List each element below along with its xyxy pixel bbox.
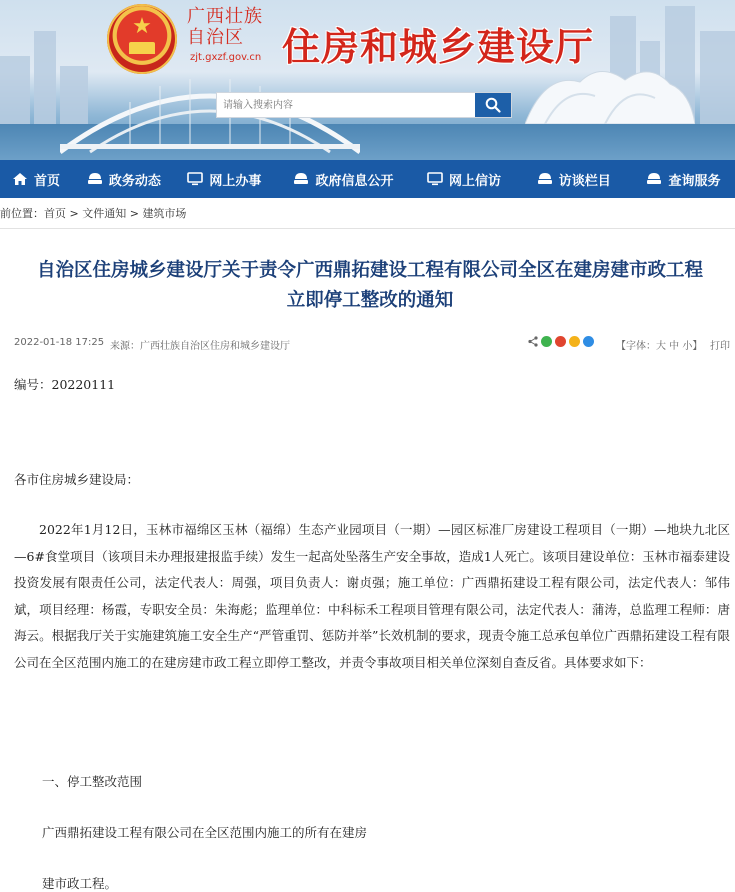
qzone-icon[interactable]	[569, 336, 580, 347]
nav-item-query[interactable]	[634, 160, 735, 198]
skyline-building	[0, 56, 30, 126]
stadium-illustration	[525, 62, 695, 124]
weibo-icon[interactable]	[555, 336, 566, 347]
lamp-icon	[537, 172, 553, 186]
section-heading: 一、停工整改范围	[42, 774, 143, 789]
print-button[interactable]: 打印	[710, 341, 730, 352]
skyline-building	[700, 31, 735, 126]
nav-item-label: 网上办事	[209, 173, 262, 189]
breadcrumb-construction-market[interactable]: 建筑市场	[142, 207, 187, 220]
body-paragraph: 建市政工程。	[42, 876, 118, 891]
breadcrumb-notices[interactable]: 文件通知	[82, 207, 127, 220]
nav-item-label: 访谈栏目	[558, 173, 611, 189]
article-title	[10, 256, 730, 316]
main-nav	[0, 160, 735, 198]
star-icon: ★	[132, 14, 152, 39]
salutation: 各市住房城乡建设局：	[14, 472, 140, 487]
nav-item-label: 首页	[34, 173, 61, 189]
body-paragraph: 2022年1月12日，玉林市福绵区玉林（福绵）生态产业园项目（一期）—园区标准厂房建设工程项目（一期）—地块九北区—6#食堂项目（该项目未办理报建报监手续）发生一起高处坠落生产安全事故，造成1人死亡。该项目建设单位：玉林市福泰建设投资发展有限责任公司，法定代表人：周强，项目负责人：谢贞强；施工单位：广西鼎拓建设工程有限公司，法定代表人：邹伟斌，项目经理：杨霞，专职安全员：朱海彪；监理单位：中科标禾工程项目管理有限公司，法定代表人：蒲涛，总监理工程师：唐海云。根据我厅关于实施建筑施工安全生产“严管重罚、惩防并举”长效机制的要求，现责令施工总承包单位广西鼎拓建设工程有限公司在全区范围内施工的在建房建市政工程立即停工整改，并责令事故项目相关单位深刻自查反省。具体要求如下：	[14, 522, 730, 670]
divider	[0, 228, 735, 229]
nav-item-label: 网上信访	[449, 173, 502, 189]
monitor-icon	[427, 172, 443, 186]
nav-item-info-disclosure[interactable]	[281, 160, 415, 198]
breadcrumb	[0, 205, 186, 221]
body-paragraph: 广西鼎拓建设工程有限公司在全区范围内施工的所有在建房	[42, 825, 368, 840]
wechat-icon[interactable]	[541, 336, 552, 347]
nav-item-petition[interactable]	[415, 160, 525, 198]
nav-item-interview[interactable]	[525, 160, 635, 198]
lamp-icon	[293, 172, 309, 186]
document-number: 编号：20220111	[14, 377, 116, 392]
nav-item-label: 政务动态	[108, 173, 161, 189]
breadcrumb-home[interactable]: 首页	[44, 207, 66, 220]
region-name: 广西壮族自治区	[187, 6, 263, 48]
breadcrumb-separator: >	[129, 207, 139, 220]
nav-item-home[interactable]	[0, 160, 75, 198]
article-title-line: 自治区住房城乡建设厅关于责令广西鼎拓建设工程有限公司全区在建房建市政工程	[36, 260, 703, 281]
nav-item-news[interactable]	[75, 160, 176, 198]
national-emblem-logo	[107, 4, 177, 74]
lamp-icon	[87, 172, 103, 186]
qq-icon[interactable]	[583, 336, 594, 347]
site-title: 住房和城乡建设厅	[282, 24, 595, 69]
publish-date: 2022-01-18 17:25	[14, 337, 105, 348]
lamp-icon	[646, 172, 662, 186]
nav-item-label: 政府信息公开	[315, 173, 394, 189]
share-bar	[528, 336, 594, 347]
font-size-selector[interactable]: 【字体：大 中 小】	[616, 341, 703, 352]
article-source: 来源：广西壮族自治区住房和城乡建设厅	[110, 341, 290, 352]
search-button[interactable]	[475, 93, 511, 117]
article-title-line: 立即停工整改的通知	[286, 290, 454, 311]
nav-item-online-service[interactable]	[175, 160, 281, 198]
search-icon	[485, 97, 501, 113]
search-input[interactable]	[217, 93, 475, 117]
share-icon[interactable]	[528, 336, 538, 347]
site-url[interactable]: zjt.gxzf.gov.cn	[190, 52, 262, 63]
breadcrumb-separator: >	[69, 207, 79, 220]
gate-icon	[129, 42, 155, 54]
breadcrumb-prefix: 前位置：	[0, 207, 44, 220]
home-icon	[12, 172, 28, 186]
header-banner	[0, 0, 735, 160]
nav-item-label: 查询服务	[668, 173, 721, 189]
skyline-building	[34, 31, 56, 126]
monitor-icon	[187, 172, 203, 186]
search-box	[216, 92, 512, 118]
article-meta	[14, 337, 730, 353]
